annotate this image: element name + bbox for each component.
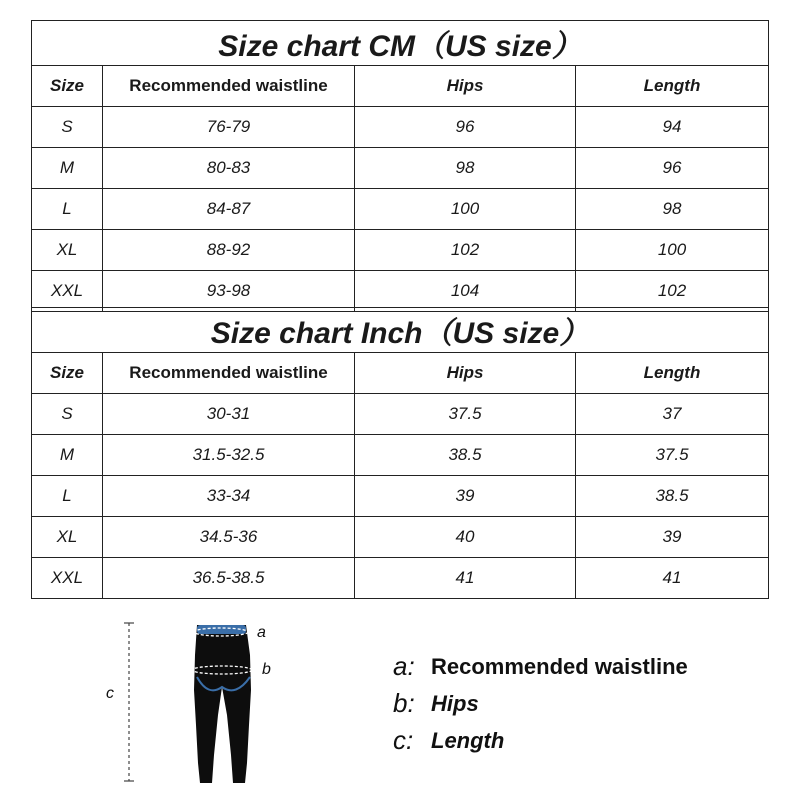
waistline-cell: 36.5-38.5 bbox=[103, 558, 355, 599]
size-cell: XL bbox=[32, 517, 103, 558]
legend-key-c: c: bbox=[393, 725, 414, 755]
size-cell: XXL bbox=[32, 271, 103, 312]
cm-header-waistline: Recommended waistline bbox=[103, 66, 355, 107]
figure-label-c: c bbox=[106, 685, 114, 702]
cm-header-hips: Hips bbox=[355, 66, 576, 107]
size-cell: XXL bbox=[32, 558, 103, 599]
table-row bbox=[32, 476, 769, 517]
size-cell: L bbox=[32, 189, 103, 230]
inch-header-hips: Hips bbox=[355, 353, 576, 394]
legend-value-waistline: Recommended waistline bbox=[431, 653, 688, 679]
length-cell: 98 bbox=[576, 189, 769, 230]
size-cell: M bbox=[32, 435, 103, 476]
table-row bbox=[32, 271, 769, 312]
inch-header-waistline: Recommended waistline bbox=[103, 353, 355, 394]
tights-illustration bbox=[100, 615, 300, 790]
hips-cell: 39 bbox=[355, 476, 576, 517]
cm-header-size: Size bbox=[32, 66, 103, 107]
length-cell: 41 bbox=[576, 558, 769, 599]
length-cell: 38.5 bbox=[576, 476, 769, 517]
waistline-cell: 76-79 bbox=[103, 107, 355, 148]
hips-cell: 38.5 bbox=[355, 435, 576, 476]
length-cell: 37 bbox=[576, 394, 769, 435]
hips-cell: 98 bbox=[355, 148, 576, 189]
size-cell: S bbox=[32, 394, 103, 435]
waistline-cell: 80-83 bbox=[103, 148, 355, 189]
hips-cell: 37.5 bbox=[355, 394, 576, 435]
length-cell: 102 bbox=[576, 271, 769, 312]
legend-item-waistline bbox=[393, 648, 688, 685]
figure-label-b: b bbox=[262, 661, 271, 678]
size-chart-cm-table bbox=[31, 20, 769, 312]
legend-value-length: Length bbox=[431, 727, 505, 753]
waistline-cell: 84-87 bbox=[103, 189, 355, 230]
size-cell: M bbox=[32, 148, 103, 189]
size-chart-inch-table bbox=[31, 307, 769, 599]
hips-cell: 102 bbox=[355, 230, 576, 271]
hips-cell: 100 bbox=[355, 189, 576, 230]
tights-silhouette bbox=[194, 625, 251, 783]
waistline-cell: 34.5-36 bbox=[103, 517, 355, 558]
waistline-cell: 93-98 bbox=[103, 271, 355, 312]
size-cell: XL bbox=[32, 230, 103, 271]
waistline-cell: 88-92 bbox=[103, 230, 355, 271]
table-row bbox=[32, 517, 769, 558]
hips-cell: 40 bbox=[355, 517, 576, 558]
hips-cell: 96 bbox=[355, 107, 576, 148]
waistline-cell: 31.5-32.5 bbox=[103, 435, 355, 476]
table-row bbox=[32, 107, 769, 148]
waistline-cell: 33-34 bbox=[103, 476, 355, 517]
legend-item-length bbox=[393, 722, 688, 759]
length-cell: 100 bbox=[576, 230, 769, 271]
inch-table-title: Size chart Inch（US size） bbox=[32, 308, 769, 353]
table-row bbox=[32, 148, 769, 189]
length-cell: 37.5 bbox=[576, 435, 769, 476]
length-cell: 39 bbox=[576, 517, 769, 558]
cm-table-title: Size chart CM（US size） bbox=[32, 21, 769, 66]
measurement-legend bbox=[393, 648, 688, 759]
inch-header-length: Length bbox=[576, 353, 769, 394]
inch-header-size: Size bbox=[32, 353, 103, 394]
size-cell: S bbox=[32, 107, 103, 148]
table-row bbox=[32, 189, 769, 230]
measurement-figure bbox=[100, 615, 300, 790]
figure-label-a: a bbox=[257, 624, 266, 641]
legend-key-b: b: bbox=[393, 688, 415, 718]
length-cell: 96 bbox=[576, 148, 769, 189]
table-row bbox=[32, 558, 769, 599]
hips-cell: 104 bbox=[355, 271, 576, 312]
length-cell: 94 bbox=[576, 107, 769, 148]
waistline-cell: 30-31 bbox=[103, 394, 355, 435]
legend-item-hips bbox=[393, 685, 688, 722]
legend-value-hips: Hips bbox=[431, 690, 479, 716]
table-row bbox=[32, 435, 769, 476]
table-row bbox=[32, 230, 769, 271]
hips-cell: 41 bbox=[355, 558, 576, 599]
size-cell: L bbox=[32, 476, 103, 517]
legend-key-a: a: bbox=[393, 651, 415, 681]
table-row bbox=[32, 394, 769, 435]
cm-header-length: Length bbox=[576, 66, 769, 107]
